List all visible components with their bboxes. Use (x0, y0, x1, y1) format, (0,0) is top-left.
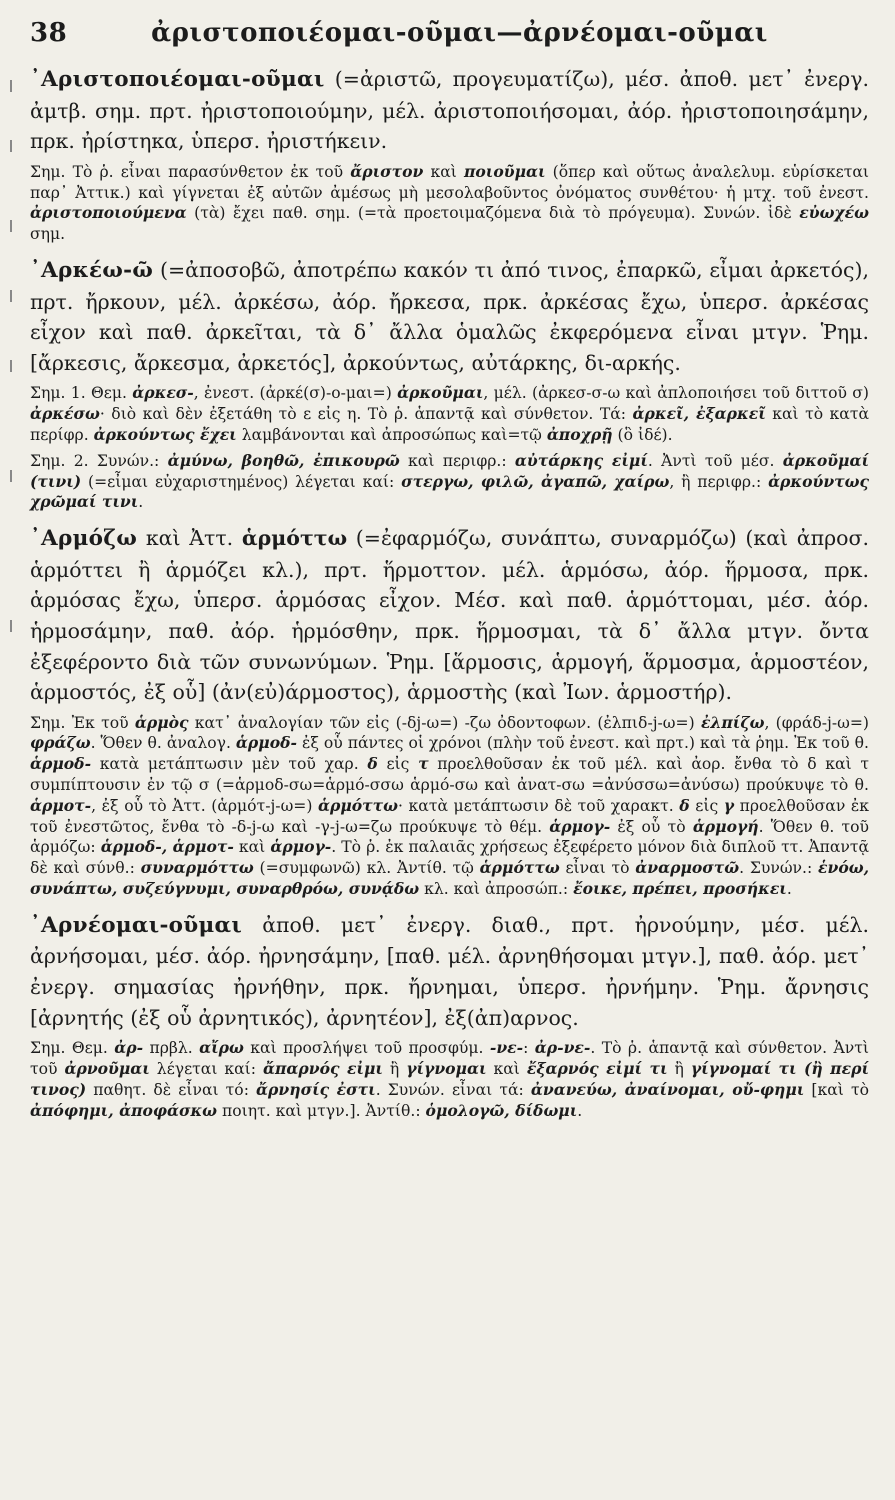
entry-body: (=ἀποσοβῶ, ἀποτρέπω κακόν τι ἀπό τινος, ἐπαρκῶ, εἶμαι ἀρκετός), πρτ. ἤρκουν, μέλ. ἀρκέσω, ἀόρ. ἤρκεσα, πρκ. ἀρκέσας ἔχω, ὑπερσ. ἀρκέσας εἶχον καὶ παθ. ἀρκεῖται, τὰ δ᾿ ἄλλα ὁμαλῶς ἐκφερόμενα εἶναι μτγν. Ῥημ. [ἄρκεσις, ἄρκεσμα, ἀρκετός], ἀρκούντως, αὐτάρκης, δι-αρκής. (30, 257, 869, 375)
page-number: 38 (30, 18, 68, 48)
margin-marks (6, 60, 20, 1060)
entry-note: Σημ. Θεμ. ἀρ- πρβλ. αἴρω καὶ προσλήψει τοῦ προσφύμ. -νε-: ἀρ-νε-. Τὸ ῥ. ἁπαντᾷ καὶ σύνθετον. Ἀντὶ τοῦ ἀρνοῦμαι λέγεται καί: ἄπαρνός εἰμι ἢ γίγνομαι καὶ ἔξαρνός εἰμί τι ἢ γίγνομαί τι (ἢ περί τινος) παθητ. δὲ εἶναι τό: ἄρνησίς ἐστι. Συνών. εἶναι τά: ἀνανεύω, ἀναίνομαι, οὔ-φημι [καὶ τὸ ἀπόφημι, ἀποφάσκω ποιητ. καὶ μτγν.]. Ἀντίθ.: ὁμολογῶ, δίδωμι. (30, 1038, 870, 1120)
entry-lemma: ᾿Αρκέω-ῶ (30, 257, 154, 283)
entry-note: Σημ. 2. Συνών.: ἀμύνω, βοηθῶ, ἐπικουρῶ καὶ περιφρ.: αὐτάρκης εἰμί. Ἀντὶ τοῦ μέσ. ἀρκοῦμαί (τινι) (=εἶμαι εὐχαριστημένος) λέγεται καί: στεργω, φιλῶ, ἀγαπῶ, χαίρω, ἢ περιφρ.: ἀρκούντως χρῶμαί τινι. (30, 450, 870, 512)
entry-note: Σημ. Ἐκ τοῦ ἁρμὸς κατ᾿ ἀναλογίαν τῶν εἰς (-δj-ω=) -ζω ὀδοντοφων. (ἐλπιδ-j-ω=) ἐλπίζω, (φράδ-j-ω=) φράζω. Ὅθεν θ. ἀναλογ. ἁρμοδ- ἐξ οὗ πάντες οἱ χρόνοι (πλὴν τοῦ ἐνεστ. καὶ πρτ.) καὶ τὰ ῥημ. Ἐκ τοῦ θ. ἁρμοδ- κατὰ μετάπτωσιν μὲν τοῦ χαρ. δ εἰς τ προελθοῦσαν ἐκ τοῦ μέλ. καὶ ἀορ. ἔνθα τὸ δ καὶ τ συμπίπτουσιν ἐν τῷ σ (=ἁρμοδ-σω=ἁρμό-σσω ἁρμό-σω καὶ ἀνατ-σω =ἀνύσσω=ἀνύσω) προύκυψε τὸ θ. ἁρμοτ-, ἐξ οὗ τὸ Ἀττ. (ἁρμότ-j-ω=) ἁρμόττω· κατὰ μετάπτωσιν δὲ τοῦ χαρακτ. δ εἰς γ προελθοῦσαν ἐκ τοῦ ἐνεστῶτος, ἔνθα τὸ -δ-j-ω καὶ -γ-j-ω=ζω προύκυψε τὸ θέμ. ἁρμογ- ἐξ οὗ τὸ ἁρμογή. Ὅθεν θ. τοῦ ἁρμόζω: ἁρμοδ-, ἁρμοτ- καὶ ἁρμογ-. Τὸ ῥ. ἐκ παλαιᾶς χρήσεως ἐξεφέρετο μόνον διὰ διπλοῦ ττ. Ἀπαντᾷ δὲ καὶ σύνθ.: συναρμόττω (=συμφωνῶ) κλ. Ἀντίθ. τῷ ἁρμόττω εἶναι τὸ ἀναρμοστῶ. Συνών.: ἑνόω, συνάπτω, συζεύγνυμι, συναρθρόω, συνᾴδω κλ. καὶ ἀπροσώπ.: ἔοικε, πρέπει, προσήκει. (30, 712, 870, 899)
entry-arneomai (30, 910, 869, 1033)
entry-note: Σημ. 1. Θεμ. ἀρκεσ-, ἐνεστ. (ἀρκέ(σ)-ο-μαι=) ἀρκοῦμαι, μέλ. (ἀρκεσ-σ-ω καὶ ἀπλοποιήσει τοῦ διττοῦ σ) ἀρκέσω· διὸ καὶ δὲν ἐξετάθη τὸ ε εἰς η. Τὸ ῥ. ἁπαντᾷ καὶ σύνθετον. Τά: ἀρκεῖ, ἐξαρκεῖ καὶ τὸ κατὰ περίφρ. ἀρκούντως ἔχει λαμβάνονται καὶ ἀπροσώπως καὶ=τῷ ἀποχρῇ (ὃ ἰδέ). (30, 383, 869, 444)
entry-note: Σημ. Τὸ ῥ. εἶναι παρασύνθετον ἐκ τοῦ ἄριστον καὶ ποιοῦμαι (ὅπερ καὶ οὕτως ἀναλελυμ. εὑρίσκεται παρ᾿ Ἀττικ.) καὶ γίγνεται ἐξ αὐτῶν ἀμέσως μὴ μεσολαβοῦντος ὀνόματος συνθέτου· ἡ μτχ. τοῦ ἐνεστ. ἀριστοποιούμενα (τὰ) ἔχει παθ. σημ. (=τὰ προετοιμαζόμενα διὰ τὸ πρόγευμα). Συνών. ἰδὲ εὐωχέω σημ. (30, 161, 869, 244)
entry-arkeo (30, 255, 869, 378)
entry-body: (=ἀριστῶ, προγευματίζω), μέσ. ἀποθ. μετ᾿ ἐνεργ. ἀμτβ. σημ. πρτ. ἠριστοποιούμην, μέλ. ἀριστοποιήσομαι, ἀόρ. ἠριστοποιησάμην, πρκ. ἠρίστηκα, ὑπερσ. ἠριστήκειν. (30, 67, 869, 154)
entry-aristopoieomai (30, 64, 869, 157)
entry-body: καὶ Ἀττ. ἁρμόττω (=ἐφαρμόζω, συνάπτω, συναρμόζω) (καὶ ἀπροσ. ἁρμόττει ἢ ἁρμόζει κλ.), πρτ. ἥρμοττον. μέλ. ἁρμόσω, ἀόρ. ἥρμοσα, πρκ. ἁρμόσας ἔχω, ὑπερσ. ἁρμόσας εἶχον. Μέσ. καὶ παθ. ἁρμόττομαι, μέσ. ἀόρ. ἡρμοσάμην, παθ. ἀόρ. ἡρμόσθην, πρκ. ἥρμοσμαι, τὰ δ᾿ ἄλλα μτγν. ὄντα ἐξεφέροντο διὰ τῶν συνωνύμων. Ῥημ. [ἅρμοσις, ἁρμογή, ἅρμοσμα, ἁρμοστέον, ἁρμοστός, ἐξ οὗ] (ἀν(εὐ)άρμοστος), ἁρμοστὴς (καὶ Ἰων. ἁρμοστήρ). (30, 526, 869, 705)
entry-lemma: ᾿Αρνέομαι-οῦμαι (30, 912, 243, 938)
running-head (30, 18, 869, 64)
entry-body: ἀποθ. μετ᾿ ἐνεργ. διαθ., πρτ. ἠρνούμην, μέσ. μέλ. ἀρνήσομαι, μέσ. ἀόρ. ἠρνησάμην, [παθ. μέλ. ἀρνηθήσομαι μτγν.], παθ. ἀόρ. μετ᾿ ἐνεργ. σημασίας ἠρνήθην, πρκ. ἤρνημαι, ὑπερσ. ἠρνήμην. Ῥημ. ἄρνησις [ἀρνητής (ἐξ οὗ ἀρνητικός), ἀρνητέον], ἐξ(ἀπ)αρνος. (30, 912, 869, 1030)
entry-lemma: ᾿Αριστοποιέομαι-οῦμαι (30, 67, 325, 92)
entry-lemma: ᾿Αρμόζω (30, 526, 138, 552)
running-head-title: ἀριστοποιέομαι-οῦμαι—ἀρνέομαι-οῦμαι (151, 18, 768, 48)
entry-harmozo (30, 523, 869, 708)
